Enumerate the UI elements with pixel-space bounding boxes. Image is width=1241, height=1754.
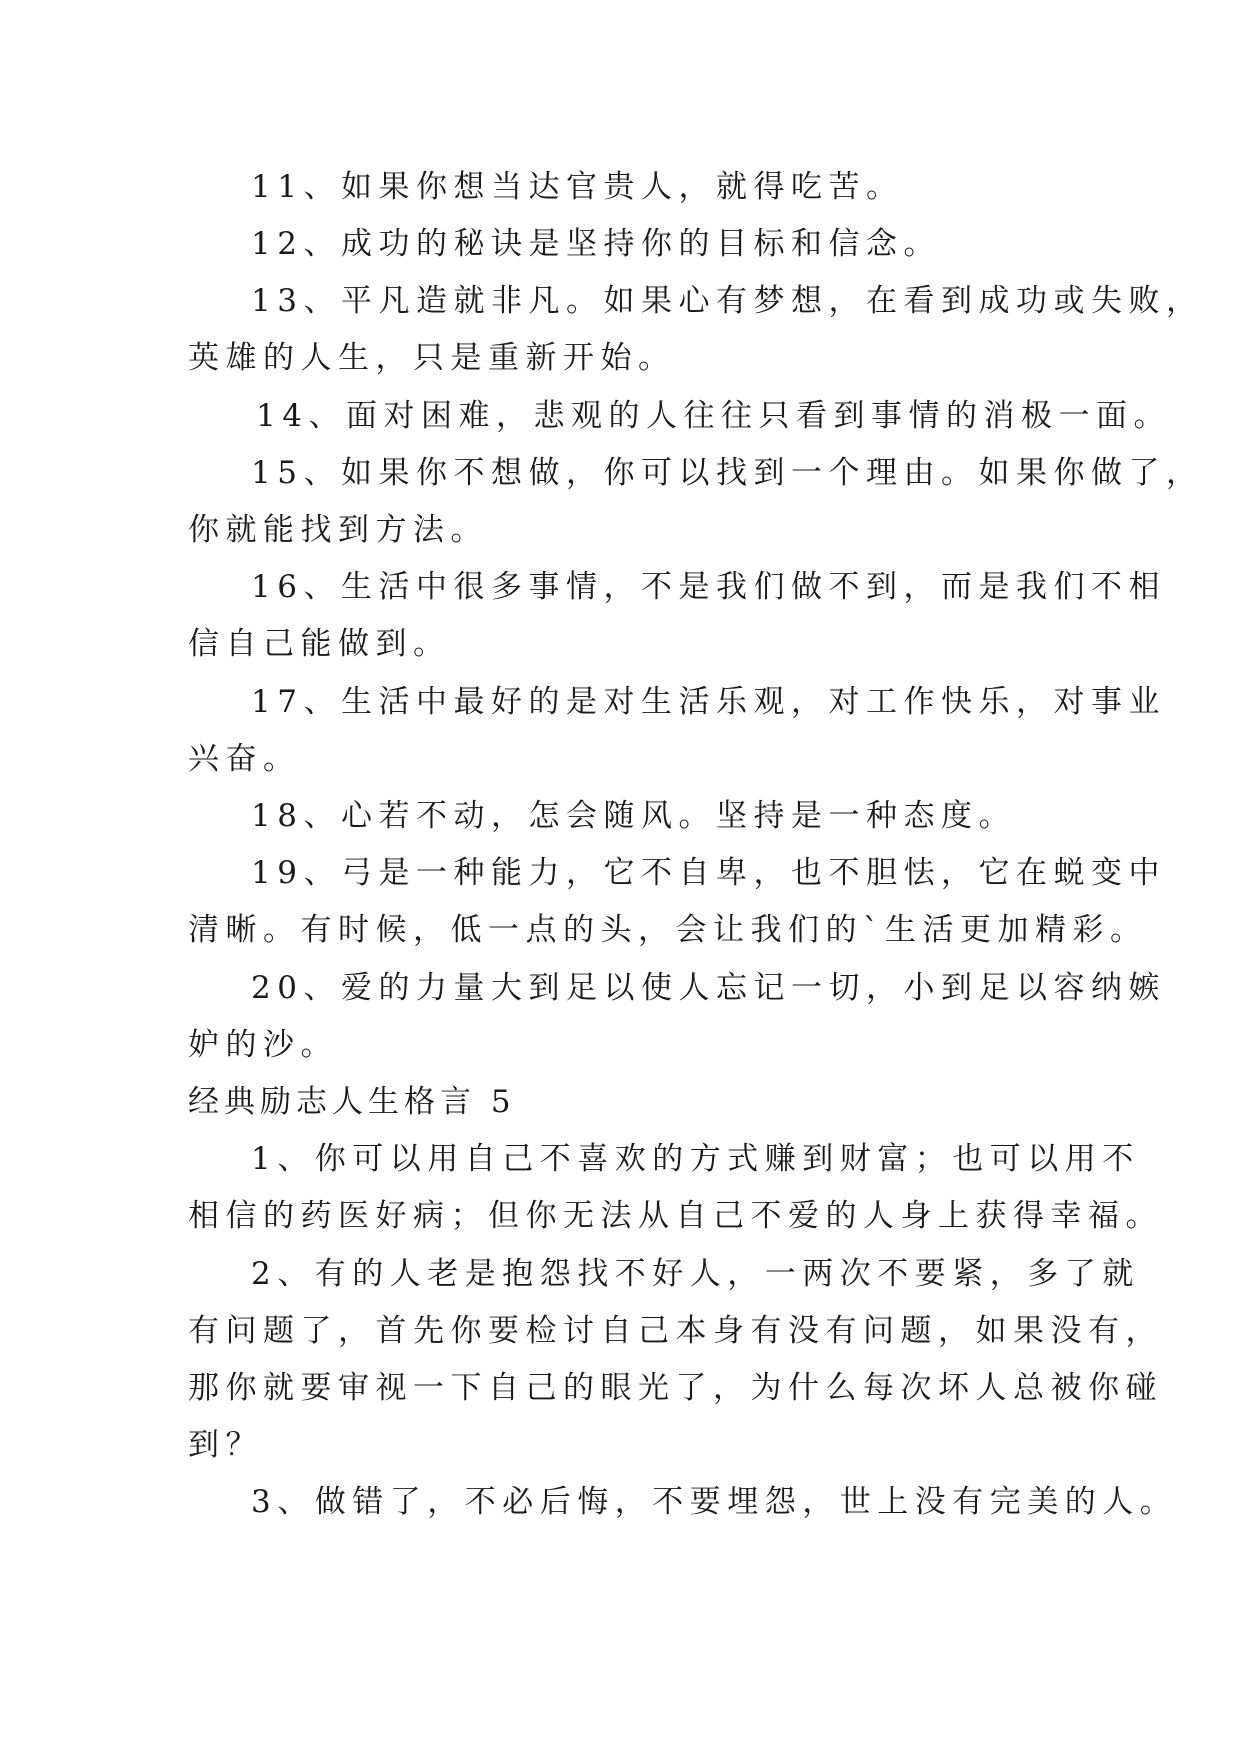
quote-12: 12、成功的秘诀是坚持你的目标和信念。 [251,226,941,262]
quote-18: 18、心若不动，怎会随风。坚持是一种态度。 [251,798,1016,834]
quote-3: 3、做错了，不必后悔，不要埋怨，世上没有完美的人。 [251,1484,1178,1520]
section-heading: 经典励志人生格言 5 [188,1084,516,1120]
quote-15: 15、如果你不想做，你可以找到一个理由。如果你做了， [251,455,1204,491]
quote-1: 1、你可以用自己不喜欢的方式赚到财富；也可以用不 [251,1141,1140,1177]
quote-11: 11、如果你想当达官贵人，就得吃苦。 [251,169,904,205]
quote-13: 13、平凡造就非凡。如果心有梦想，在看到成功或失败， [251,283,1204,319]
quote-2: 2、有的人老是抱怨找不好人，一两次不要紧，多了就 [251,1256,1140,1292]
quote-1-continued: 相信的药医好病；但你无法从自己不爱的人身上获得幸福。 [188,1198,1163,1234]
quote-16-continued: 信自己能做到。 [188,626,451,662]
quote-2-continued-1: 有问题了，首先你要检讨自己本身有没有问题，如果没有， [188,1313,1163,1349]
quote-16: 16、生活中很多事情，不是我们做不到，而是我们不相 [251,569,1166,605]
quote-19-continued: 清晰。有时候，低一点的头，会让我们的`生活更加精彩。 [188,912,1148,948]
quote-13-continued: 英雄的人生，只是重新开始。 [188,340,676,376]
quote-17-continued: 兴奋。 [188,741,301,777]
quote-14: 14、面对困难，悲观的人往往只看到事情的消极一面。 [256,398,1171,434]
quote-19: 19、弓是一种能力，它不自卑，也不胆怯，它在蜕变中 [251,855,1166,891]
quote-20: 20、爱的力量大到足以使人忘记一切，小到足以容纳嫉 [251,970,1166,1006]
quote-2-continued-3: 到？ [188,1427,263,1463]
quote-20-continued: 妒的沙。 [188,1027,338,1063]
quote-17: 17、生活中最好的是对生活乐观，对工作快乐，对事业 [251,684,1166,720]
quote-2-continued-2: 那你就要审视一下自己的眼光了，为什么每次坏人总被你碰 [188,1370,1163,1406]
quote-15-continued: 你就能找到方法。 [188,512,488,548]
